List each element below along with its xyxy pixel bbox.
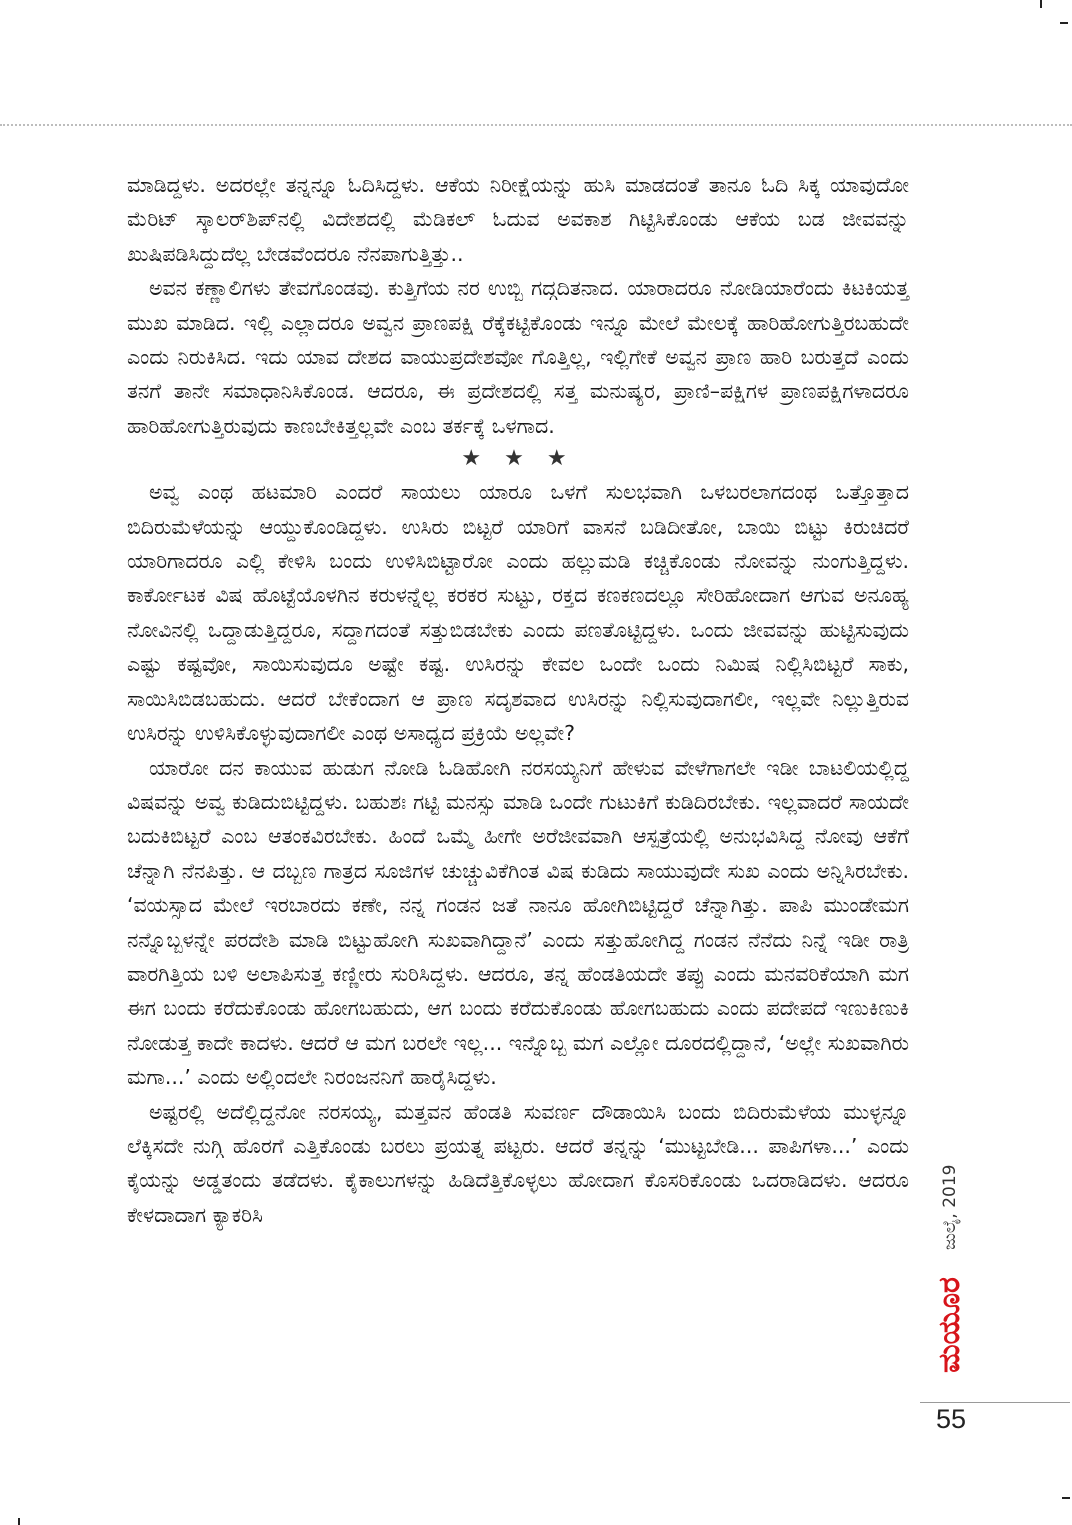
magazine-logo-text: ಮಯೂರ <box>932 1277 967 1373</box>
paragraph-5: ಅಷ್ಟರಲ್ಲಿ ಅದೆಲ್ಲಿದ್ದನೋ ನರಸಯ್ಯ, ಮತ್ತವನ ಹೆಂಡತಿ ಸುವರ್ಣ ದೌಡಾಯಿಸಿ ಬಂದು ಬಿದಿರುಮೆಳೆಯ ಮುಳ್ಳನ್ನೂ ಲೆಕ್ಕಿಸದೇ ನುಗ್ಗಿ ಹೊರಗೆ ಎತ್ತಿಕೊಂಡು ಬರಲು ಪ್ರಯತ್ನ ಪಟ್ಟರು. ಆದರೆ ತನ್ನನ್ನು ‘ಮುಟ್ಟಬೇಡಿ... ಪಾಪಿಗಳಾ...’ ಎಂದು ಕೈಯನ್ನು ಅಡ್ಡತಂದು ತಡೆದಳು. ಕೈಕಾಲುಗಳನ್ನು ಹಿಡಿದೆತ್ತಿಕೊಳ್ಳಲು ಹೋದಾಗ ಕೊಸರಿಕೊಂಡು ಒದರಾಡಿದಳು. ಆದರೂ ಕೇಳದಾದಾಗ ಕ್ಯಾಕರಿಸಿ <box>127 1099 909 1227</box>
section-separator: ★ ★ ★ <box>461 446 575 472</box>
issue-date: ಜುಲೈ, 2019 <box>940 1164 960 1250</box>
top-dotted-rule <box>0 124 1072 126</box>
crop-mark-top-right <box>1040 0 1042 8</box>
page-number: 55 <box>936 1404 967 1434</box>
paragraph-1: ಮಾಡಿದ್ದಳು. ಅದರಲ್ಲೇ ತನ್ನನ್ನೂ ಓದಿಸಿದ್ದಳು. ಆಕೆಯ ನಿರೀಕ್ಷೆಯನ್ನು ಹುಸಿ ಮಾಡದಂತೆ ತಾನೂ ಓದಿ ಸಿಕ್ಕ ಯಾವುದೋ ಮೆರಿಟ್ ಸ್ಕಾಲರ್‌ಶಿಪ್‌ನಲ್ಲಿ ವಿದೇಶದಲ್ಲಿ ಮೆಡಿಕಲ್ ಓದುವ ಅವಕಾಶ ಗಿಟ್ಟಿಸಿಕೊಂಡು ಆಕೆಯ ಬಡ ಜೀವವನ್ನು ಖುಷಿಪಡಿಸಿದ್ದುದೆಲ್ಲ ಬೇಡವೆಂದರೂ ನೆನಪಾಗುತ್ತಿತ್ತು.. <box>127 173 909 266</box>
crop-mark-bottom-left <box>18 1518 20 1525</box>
paragraph-2: ಅವನ ಕಣ್ಣಾಲಿಗಳು ತೇವಗೊಂಡವು. ಕುತ್ತಿಗೆಯ ನರ ಉಬ್ಬಿ ಗದ್ಗದಿತನಾದ. ಯಾರಾದರೂ ನೋಡಿಯಾರೆಂದು ಕಿಟಕಿಯತ್ತ ಮುಖ ಮಾಡಿದ. ಇಲ್ಲಿ ಎಲ್ಲಾದರೂ ಅವ್ವನ ಪ್ರಾಣಪಕ್ಷಿ ರೆಕ್ಕೆಕಟ್ಟಿಕೊಂಡು ಇನ್ನೂ ಮೇಲೆ ಮೇಲಕ್ಕೆ ಹಾರಿಹೋಗುತ್ತಿರಬಹುದೇ ಎಂದು ನಿರುಕಿಸಿದ. ಇದು ಯಾವ ದೇಶದ ವಾಯುಪ್ರದೇಶವೋ ಗೊತ್ತಿಲ್ಲ, ಇಲ್ಲಿಗೇಕೆ ಅವ್ವನ ಪ್ರಾಣ ಹಾರಿ ಬರುತ್ತದೆ ಎಂದು ತನಗೆ ತಾನೇ ಸಮಾಧಾನಿಸಿಕೊಂಡ. ಆದರೂ, ಈ ಪ್ರದೇಶದಲ್ಲಿ ಸತ್ತ ಮನುಷ್ಯರ, ಪ್ರಾಣಿ–ಪಕ್ಷಿಗಳ ಪ್ರಾಣಪಕ್ಷಿಗಳಾದರೂ ಹಾರಿಹೋಗುತ್ತಿರುವುದು ಕಾಣಬೇಕಿತ್ತಲ್ಲವೇ ಎಂಬ ತರ್ಕಕ್ಕೆ ಒಳಗಾದ. <box>127 276 909 438</box>
magazine-logo <box>930 1255 970 1395</box>
crop-mark-right-upper <box>1060 22 1068 24</box>
paragraph-3: ಅವ್ವ ಎಂಥ ಹಟಮಾರಿ ಎಂದರೆ ಸಾಯಲು ಯಾರೂ ಒಳಗೆ ಸುಲಭವಾಗಿ ಒಳಬರಲಾಗದಂಥ ಒತ್ತೊತ್ತಾದ ಬಿದಿರುಮೆಳೆಯನ್ನು ಆಯ್ದುಕೊಂಡಿದ್ದಳು. ಉಸಿರು ಬಿಟ್ಟರೆ ಯಾರಿಗೆ ವಾಸನೆ ಬಡಿದೀತೋ, ಬಾಯಿ ಬಿಟ್ಟು ಕಿರುಚಿದರೆ ಯಾರಿಗಾದರೂ ಎಲ್ಲಿ ಕೇಳಿಸಿ ಬಂದು ಉಳಿಸಿಬಿಟ್ಟಾರೋ ಎಂದು ಹಲ್ಲುಮಡಿ ಕಚ್ಚಿಕೊಂಡು ನೋವನ್ನು ನುಂಗುತ್ತಿದ್ದಳು. ಕಾರ್ಕೋಟಕ ವಿಷ ಹೊಟ್ಟೆಯೊಳಗಿನ ಕರುಳನ್ನೆಲ್ಲ ಕರಕರ ಸುಟ್ಟು, ರಕ್ತದ ಕಣಕಣದಲ್ಲೂ ಸೇರಿಹೋದಾಗ ಆಗುವ ಅನೂಹ್ಯ ನೋವಿನಲ್ಲಿ ಒದ್ದಾಡುತ್ತಿದ್ದರೂ, ಸದ್ದಾಗದಂತೆ ಸತ್ತುಬಿಡಬೇಕು ಎಂದು ಪಣತೊಟ್ಟಿದ್ದಳು. ಒಂದು ಜೀವವನ್ನು ಹುಟ್ಟಿಸುವುದು ಎಷ್ಟು ಕಷ್ಟವೋ, ಸಾಯಿಸುವುದೂ ಅಷ್ಟೇ ಕಷ್ಟ. ಉಸಿರನ್ನು ಕೇವಲ ಒಂದೇ ಒಂದು ನಿಮಿಷ ನಿಲ್ಲಿಸಿಬಿಟ್ಟರೆ ಸಾಕು, ಸಾಯಿಸಿಬಿಡಬಹುದು. ಆದರೆ ಬೇಕೆಂದಾಗ ಆ ಪ್ರಾಣ ಸದೃಶವಾದ ಉಸಿರನ್ನು ನಿಲ್ಲಿಸುವುದಾಗಲೀ, ಇಲ್ಲವೇ ನಿಲ್ಲುತ್ತಿರುವ ಉಸಿರನ್ನು ಉಳಿಸಿಕೊಳ್ಳುವುದಾಗಲೀ ಎಂಥ ಅಸಾಧ್ಯದ ಪ್ರಕ್ರಿಯೆ ಅಲ್ಲವೇ? <box>127 480 909 746</box>
article-body <box>127 168 909 1232</box>
footer-rule <box>920 1402 1070 1403</box>
crop-mark-right-lower <box>1062 1497 1070 1499</box>
paragraph-4: ಯಾರೋ ದನ ಕಾಯುವ ಹುಡುಗ ನೋಡಿ ಓಡಿಹೋಗಿ ನರಸಯ್ಯನಿಗೆ ಹೇಳುವ ವೇಳೆಗಾಗಲೇ ಇಡೀ ಬಾಟಲಿಯಲ್ಲಿದ್ದ ವಿಷವನ್ನು ಅವ್ವ ಕುಡಿದುಬಿಟ್ಟಿದ್ದಳು. ಬಹುಶಃ ಗಟ್ಟಿ ಮನಸ್ಸು ಮಾಡಿ ಒಂದೇ ಗುಟುಕಿಗೆ ಕುಡಿದಿರಬೇಕು. ಇಲ್ಲವಾದರೆ ಸಾಯದೇ ಬದುಕಿಬಿಟ್ಟರೆ ಎಂಬ ಆತಂಕವಿರಬೇಕು. ಹಿಂದೆ ಒಮ್ಮೆ ಹೀಗೇ ಅರೆಜೀವವಾಗಿ ಆಸ್ಪತ್ರೆಯಲ್ಲಿ ಅನುಭವಿಸಿದ್ದ ನೋವು ಆಕೆಗೆ ಚೆನ್ನಾಗಿ ನೆನಪಿತ್ತು. ಆ ದಬ್ಬಣ ಗಾತ್ರದ ಸೂಜಿಗಳ ಚುಚ್ಚುವಿಕೆಗಿಂತ ವಿಷ ಕುಡಿದು ಸಾಯುವುದೇ ಸುಖ ಎಂದು ಅನ್ನಿಸಿರಬೇಕು. ‘ವಯಸ್ಸಾದ ಮೇಲೆ ಇರಬಾರದು ಕಣೇ, ನನ್ನ ಗಂಡನ ಜತೆ ನಾನೂ ಹೋಗಿಬಿಟ್ಟಿದ್ದರೆ ಚೆನ್ನಾಗಿತ್ತು. ಪಾಪಿ ಮುಂಡೇಮಗ ನನ್ನೊಬ್ಬಳನ್ನೇ ಪರದೇಶಿ ಮಾಡಿ ಬಿಟ್ಟುಹೋಗಿ ಸುಖವಾಗಿದ್ದಾನೆ’ ಎಂದು ಸತ್ತುಹೋಗಿದ್ದ ಗಂಡನ ನೆನೆದು ನಿನ್ನೆ ಇಡೀ ರಾತ್ರಿ ವಾರಗಿತ್ತಿಯ ಬಳಿ ಅಲಾಪಿಸುತ್ತ ಕಣ್ಣೀರು ಸುರಿಸಿದ್ದಳು. ಆದರೂ, ತನ್ನ ಹೆಂಡತಿಯದೇ ತಪ್ಪು ಎಂದು ಮನವರಿಕೆಯಾಗಿ ಮಗ ಈಗ ಬಂದು ಕರೆದುಕೊಂಡು ಹೋಗಬಹುದು, ಆಗ ಬಂದು ಕರೆದುಕೊಂಡು ಹೋಗಬಹುದು ಎಂದು ಪದೇಪದೆ ಇಣುಕಿಣುಕಿ ನೋಡುತ್ತ ಕಾದೇ ಕಾದಳು. ಆದರೆ ಆ ಮಗ ಬರಲೇ ಇಲ್ಲ... ಇನ್ನೊಬ್ಬ ಮಗ ಎಲ್ಲೋ ದೂರದಲ್ಲಿದ್ದಾನೆ, ‘ಅಲ್ಲೇ ಸುಖವಾಗಿರು ಮಗಾ...’ ಎಂದು ಅಲ್ಲಿಂದಲೇ ನಿರಂಜನನಿಗೆ ಹಾರೈಸಿದ್ದಳು. <box>127 755 909 1090</box>
